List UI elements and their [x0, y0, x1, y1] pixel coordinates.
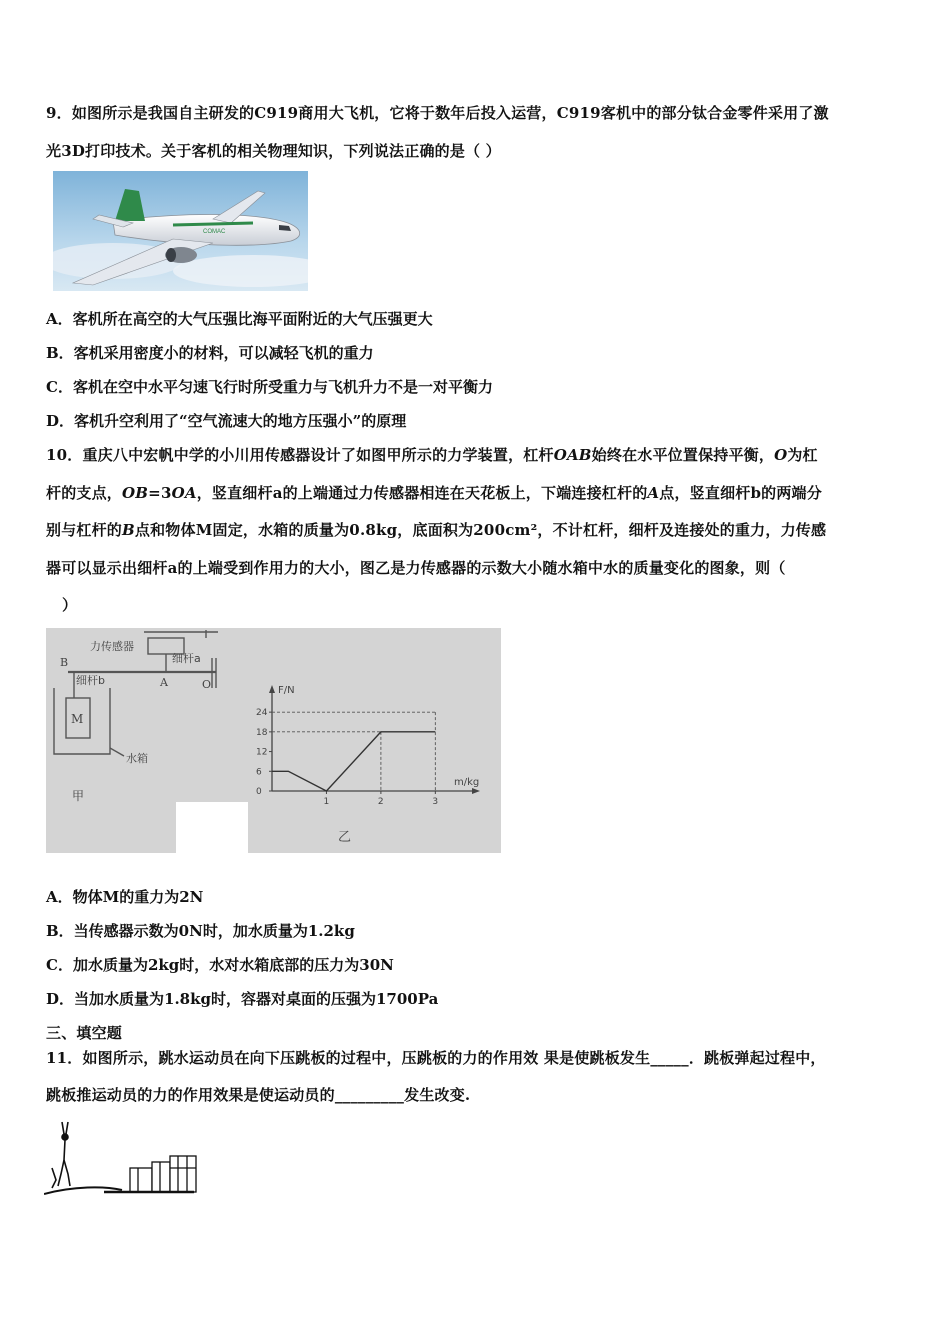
q10-text: 10．重庆八中宏帆中学的小川用传感器设计了如图甲所示的力学装置，杠杆 — [46, 446, 554, 464]
q11-text: ．跳板弹起过程中， — [688, 1049, 826, 1067]
label-point-o: O — [202, 678, 212, 691]
q10-italic-b: B — [122, 521, 135, 539]
q9-option-a[interactable]: A．客机所在高空的大气压强比海平面附近的大气压强更大 — [46, 310, 433, 328]
q10-option-c[interactable]: C．加水质量为2kg时，水对水箱底部的压力为30N — [46, 956, 394, 974]
label-water-tank: 水箱 — [126, 752, 148, 765]
section-heading-fill-in: 三、填空题 — [46, 1024, 123, 1042]
y-tick-label: 24 — [256, 708, 268, 719]
label-object-m: M — [71, 712, 84, 726]
q10-option-a[interactable]: A．物体M的重力为2N — [46, 888, 204, 906]
q11-text: 跳板推运动员的力的作用效果是使运动员的 — [46, 1086, 335, 1104]
diver-figure — [52, 1122, 70, 1188]
label-point-b: B — [60, 656, 69, 669]
q11-text: 11．如图所示，跳水运动员在向下压跳板的过程中，压跳板的力的作用效 果是使跳板发生 — [46, 1049, 651, 1067]
q10-figure — [46, 628, 501, 853]
q9-option-d[interactable]: D．客机升空利用了“空气流速大的地方压强小”的原理 — [46, 412, 407, 430]
x-tick-label: 3 — [432, 797, 439, 807]
q10-stem-line5: ） — [62, 596, 78, 614]
q10-text: 始终在水平位置保持平衡， — [591, 446, 775, 464]
airplane-livery-text: COMAC — [203, 229, 226, 235]
q11-stem-line2 — [46, 1084, 470, 1105]
q10-option-b[interactable]: B．当传感器示数为0N时，加水质量为1.2kg — [46, 922, 355, 940]
x-tick-label: 2 — [377, 797, 384, 807]
q10-stem-line2 — [46, 482, 822, 503]
x-tick-label: 1 — [323, 797, 330, 807]
y-tick-label: 6 — [256, 767, 262, 778]
label-figure-yi: 乙 — [338, 830, 352, 845]
q11-blank-1[interactable]: _____ — [650, 1049, 689, 1067]
y-tick-label: 12 — [256, 747, 268, 758]
q10-text: 为杠 — [787, 446, 818, 464]
c919-airplane-image — [53, 171, 308, 291]
y-tick-label: 0 — [256, 787, 262, 797]
diver-springboard-image — [44, 1120, 200, 1200]
q10-text: 点和物体M固定，水箱的质量为0.8kg，底面积为200cm²，不计杠杆，细杆及连接处的重力，力传感 — [134, 521, 827, 539]
q11-text: 发生改变. — [404, 1086, 471, 1104]
q10-text: =3 — [148, 484, 172, 502]
q10-stem-line3 — [46, 519, 826, 540]
figure-photo-background — [46, 628, 501, 853]
q11-stem-line1 — [46, 1047, 826, 1068]
q11-blank-2[interactable]: _________ — [334, 1086, 405, 1104]
q10-text: 别与杠杆的 — [46, 521, 123, 539]
q10-italic-ob: OB — [122, 484, 149, 502]
q10-italic-oa: OA — [171, 484, 197, 502]
label-point-a: A — [160, 676, 168, 689]
q10-text: 点，竖直细杆b的两端分 — [659, 484, 822, 502]
label-force-sensor: 力传感器 — [90, 640, 134, 653]
q10-text: 杆的支点， — [46, 484, 123, 502]
q10-text: ，竖直细杆a的上端通过力传感器相连在天花板上，下端连接杠杆的 — [196, 484, 648, 502]
springboard-stand — [130, 1156, 196, 1192]
q9-stem-line2: 光3D打印技术。关于客机的相关物理知识，下列说法正确的是（ ） — [46, 142, 501, 160]
y-axis-label: F/N — [278, 685, 295, 696]
q10-italic-a: A — [647, 484, 660, 502]
y-tick-label: 18 — [256, 727, 268, 738]
q10-stem-line4: 器可以显示出细杆a的上端受到作用力的大小，图乙是力传感器的示数大小随水箱中水的质量变化的图象，则（ — [46, 559, 786, 577]
masked-area — [176, 802, 248, 853]
q10-option-d[interactable]: D．当加水质量为1.8kg时，容器对桌面的压强为1700Pa — [46, 990, 439, 1008]
x-axis-label: m/kg — [454, 777, 480, 788]
q10-italic-oab: OAB — [553, 446, 592, 464]
label-rod-a: 细杆a — [172, 652, 201, 665]
q9-stem-line1: 9．如图所示是我国自主研发的C919商用大飞机，它将于数年后投入运营，C919客机中的部分钛合金零件采用了激 — [46, 104, 829, 122]
label-rod-b: 细杆b — [76, 674, 105, 687]
label-figure-jia: 甲 — [72, 789, 85, 803]
q10-stem-line1 — [46, 444, 818, 465]
q9-option-c[interactable]: C．客机在空中水平匀速飞行时所受重力与飞机升力不是一对平衡力 — [46, 378, 493, 396]
q10-italic-o: O — [774, 446, 788, 464]
q9-option-b[interactable]: B．客机采用密度小的材料，可以减轻飞机的重力 — [46, 344, 374, 362]
